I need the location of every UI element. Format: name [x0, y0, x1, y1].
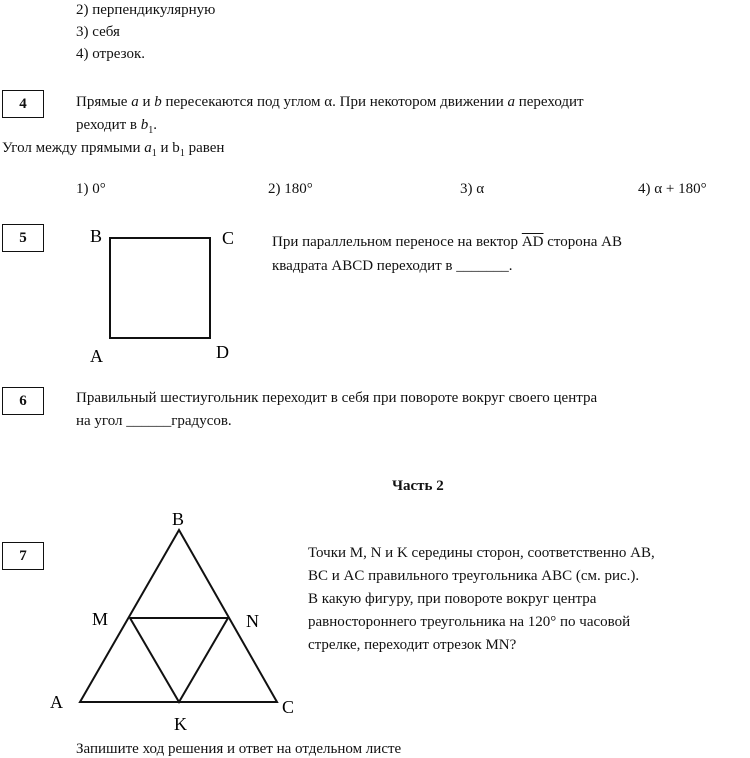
option-2: 2) перпендикулярную: [76, 2, 216, 18]
option-3: 3) себя: [76, 24, 120, 40]
q4-option-4: 4) α + 180°: [638, 181, 707, 197]
label-d: D: [216, 342, 229, 362]
q4-option-1: 1) 0°: [76, 181, 106, 197]
part-2-title: Часть 2: [392, 478, 444, 494]
q4-line3: Угол между прямыми $a_1$ и $b_1$ равен: [2, 140, 225, 159]
q4-line2: реходит в $b_1$.: [76, 117, 158, 136]
triangle-figure: [40, 505, 310, 735]
q5-line1: При параллельном переносе на вектор $\overline{AD}$ сторона AB: [272, 234, 623, 250]
square-abcd: [110, 238, 210, 338]
question-5-number: 5: [2, 224, 44, 252]
question-7-number: 7: [2, 542, 44, 570]
label-k: K: [174, 714, 187, 734]
q7-line4: равностороннего треугольника на 120° по часовой: [308, 614, 631, 630]
label-c: C: [222, 228, 235, 248]
option-4: 4) отрезок.: [76, 46, 146, 62]
q4-option-3: 3) α: [460, 181, 485, 197]
q7-line2: BC и AC правильного треугольника ABC (см. рис.).: [308, 568, 640, 584]
label-a: A: [50, 692, 63, 712]
label-b: B: [172, 509, 185, 529]
label-a: A: [90, 346, 103, 366]
q6-line1: Правильный шестиугольник переходит в себя при повороте вокруг своего центра: [76, 390, 598, 406]
label-n: N: [246, 611, 259, 631]
square-figure: [70, 218, 270, 368]
label-c: C: [282, 697, 295, 717]
question-6-number: 6: [2, 387, 44, 415]
q5-line2: квадрата ABCD переходит в _______.: [272, 258, 513, 274]
q7-line5: стрелке, переходит отрезок MN?: [308, 637, 517, 653]
triangle-mnk: [130, 618, 228, 702]
q4-line1: Прямые a и b пересекаются под углом α. При некотором движении a переходит: [76, 94, 584, 110]
bottom-cut-text: Запишите ход решения и ответ на отдельном листе: [76, 741, 402, 757]
label-b: B: [90, 226, 103, 246]
label-m: M: [92, 609, 109, 629]
q4-option-2: 2) 180°: [268, 181, 313, 197]
q7-line1: Точки M, N и K середины сторон, соответственно AB,: [308, 545, 655, 561]
q6-line2: на угол ______градусов.: [76, 413, 232, 429]
q7-line3: В какую фигуру, при повороте вокруг центра: [308, 591, 597, 607]
question-4-number: 4: [2, 90, 44, 118]
